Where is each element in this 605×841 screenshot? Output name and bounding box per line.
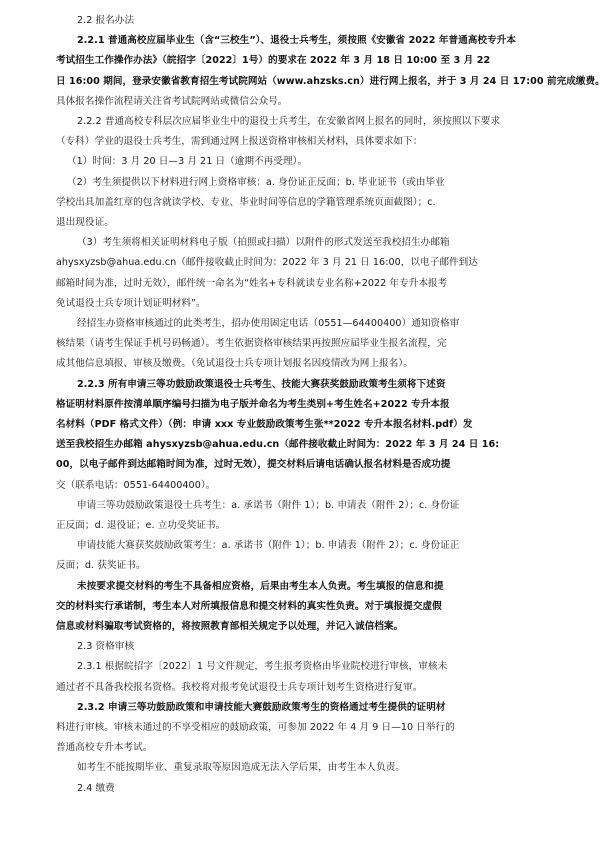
text-line: 考试招生工作操作办法》（皖招字〔2022〕1号）的要求在 2022 年 3 月 18 日 10:00 至 3 月 22 — [56, 55, 491, 67]
text-line: 学校出具加盖红章的包含就读学校、专业、毕业时间等信息的学籍管理系统页面截图）；c. — [56, 196, 436, 208]
text-line: 2.3.1 根据皖招字〔2022〕1 号文件规定，考生报考资格由毕业院校进行审核，审核未 — [77, 661, 448, 673]
text-line: （3）考生须将相关证明材料电子版（拍照或扫描）以附件的形式发送至我校招生办邮箱 — [77, 237, 450, 249]
text-line: （2）考生须提供以下材料进行网上资格审核：a. 身份证正反面；b. 毕业证书（或由毕业 — [67, 176, 445, 188]
text-line: 信息或材料骗取考试资格的，将按照教育部相关规定予以处理，并记入诚信档案。 — [56, 621, 404, 632]
text-line: 2.2.2 普通高校专科层次应届毕业生中的退役士兵考生，在安徽省网上报名的同时，须按照以下要求 — [77, 116, 501, 127]
text-line: 交（联系电话：0551-64400400）。 — [56, 479, 216, 491]
text-line: 2.3 资格审核 — [77, 641, 135, 653]
text-line: 交的材料实行承诺制，考生本人对所填报信息和提交材料的真实性负责。对于填报提交虚假 — [56, 600, 442, 612]
text-line: （专科）学业的退役士兵考生，需到通过网上报送资格审核相关材料，具体要求如下： — [56, 136, 423, 148]
text-line: 2.4 缴费 — [77, 782, 115, 794]
text-line: 未按要求提交材料的考生不具备相应资格，后果由考生本人负责。考生填报的信息和提 — [77, 580, 444, 592]
text-line: 退出现役证。 — [56, 217, 114, 228]
text-line: 日 16:00 期间，登录安徽省教育招生考试院网站（www.ahzsks.cn）进行网上报名，并于 3 月 24 日 17:00 前完成缴费。 — [56, 75, 605, 87]
text-line: 免试退役士兵专项计划证明材料”。 — [56, 297, 206, 309]
text-line: 2.2.3 所有申请三等功鼓励政策退役士兵考生、技能大赛获奖鼓励政策考生须将下述资 — [77, 378, 446, 390]
text-line: 正反面；d. 退役证；e. 立功受奖证书。 — [56, 520, 226, 531]
text-line: 邮箱时间为准，过时无效），邮件统一命名为“姓名+专科就读专业名称+2022 年专升本报考 — [56, 277, 448, 289]
text-line: 普通高校专升本考试。 — [56, 742, 153, 754]
text-line: （1）时间：3 月 20 日—3 月 21 日（逾期不再受理）。 — [67, 156, 308, 168]
text-line: 申请三等功鼓励政策退役士兵考生：a. 承诺书（附件 1）；b. 申请表（附件 2）；c. 身份证 — [77, 499, 460, 511]
text-line: 经招生办资格审核通过的此类考生，招办使用固定电话（0551—64400400）通知资格审 — [77, 318, 460, 329]
text-line: 成其他信息填报、审核及缴费。（免试退役士兵专项计划报名因疫情改为网上报名）。 — [56, 358, 413, 370]
text-line: 2.2 报名办法 — [77, 15, 135, 26]
text-line: 如考生不能按期毕业、重复录取等原因造成无法入学后果，由考生本人负责。 — [77, 762, 405, 774]
text-line: 2.2.1 普通高校应届毕业生（含“三校生”）、退役士兵考生，须按照《安徽省 2022 年普通高校专升本 — [77, 35, 517, 47]
text-line: ahysxyzsb@ahua.edu.cn（邮件接收截止时间为：2022 年 3 月 21 日 16:00，以电子邮件到达 — [56, 257, 478, 269]
text-line: 核结果（请考生保证手机号码畅通）。考生依据资格审核结果再按照应届毕业生报名流程，完 — [56, 338, 447, 350]
text-line: 送至我校招生办邮箱 ahysxyzsb@ahua.edu.cn（邮件接收截止时间为：2022 年 3 月 24 日 16: — [56, 439, 500, 451]
text-line: 通过者不具备我校报名资格。我校将对报考免试退役士兵专项计划考生资格进行复审。 — [56, 681, 423, 693]
text-line: 反面；d. 获奖证书。 — [56, 560, 146, 572]
text-line: 申请技能大赛获奖鼓励政策考生：a. 承诺书（附件 1）；b. 申请表（附件 2）；c. 身份证正 — [77, 540, 460, 552]
text-line: 格证明材料原件按清单顺序编号扫描为电子版并命名为考生类别+考生姓名+2022 专升本报 — [56, 398, 450, 410]
text-line: 名材料（PDF 格式文件）（例：申请 xxx 专业鼓励政策考生张**2022 专升本报名材料.pdf）发 — [56, 419, 473, 430]
text-line: 料进行审核。审核未通过的不享受相应的鼓励政策，可参加 2022 年 4 月 9 日—10 日举行的 — [56, 722, 455, 733]
text-line: 2.3.2 申请三等功鼓励政策和申请技能大赛鼓励政策考生的资格通过考生提供的证明材 — [77, 701, 446, 713]
text-line: 00，以电子邮件到达邮箱时间为准，过时无效），提交材料后请电话确认报名材料是否成功提 — [56, 459, 451, 471]
text-line: 具体报名操作流程请关注省考试院网站或微信公众号。 — [56, 95, 288, 107]
